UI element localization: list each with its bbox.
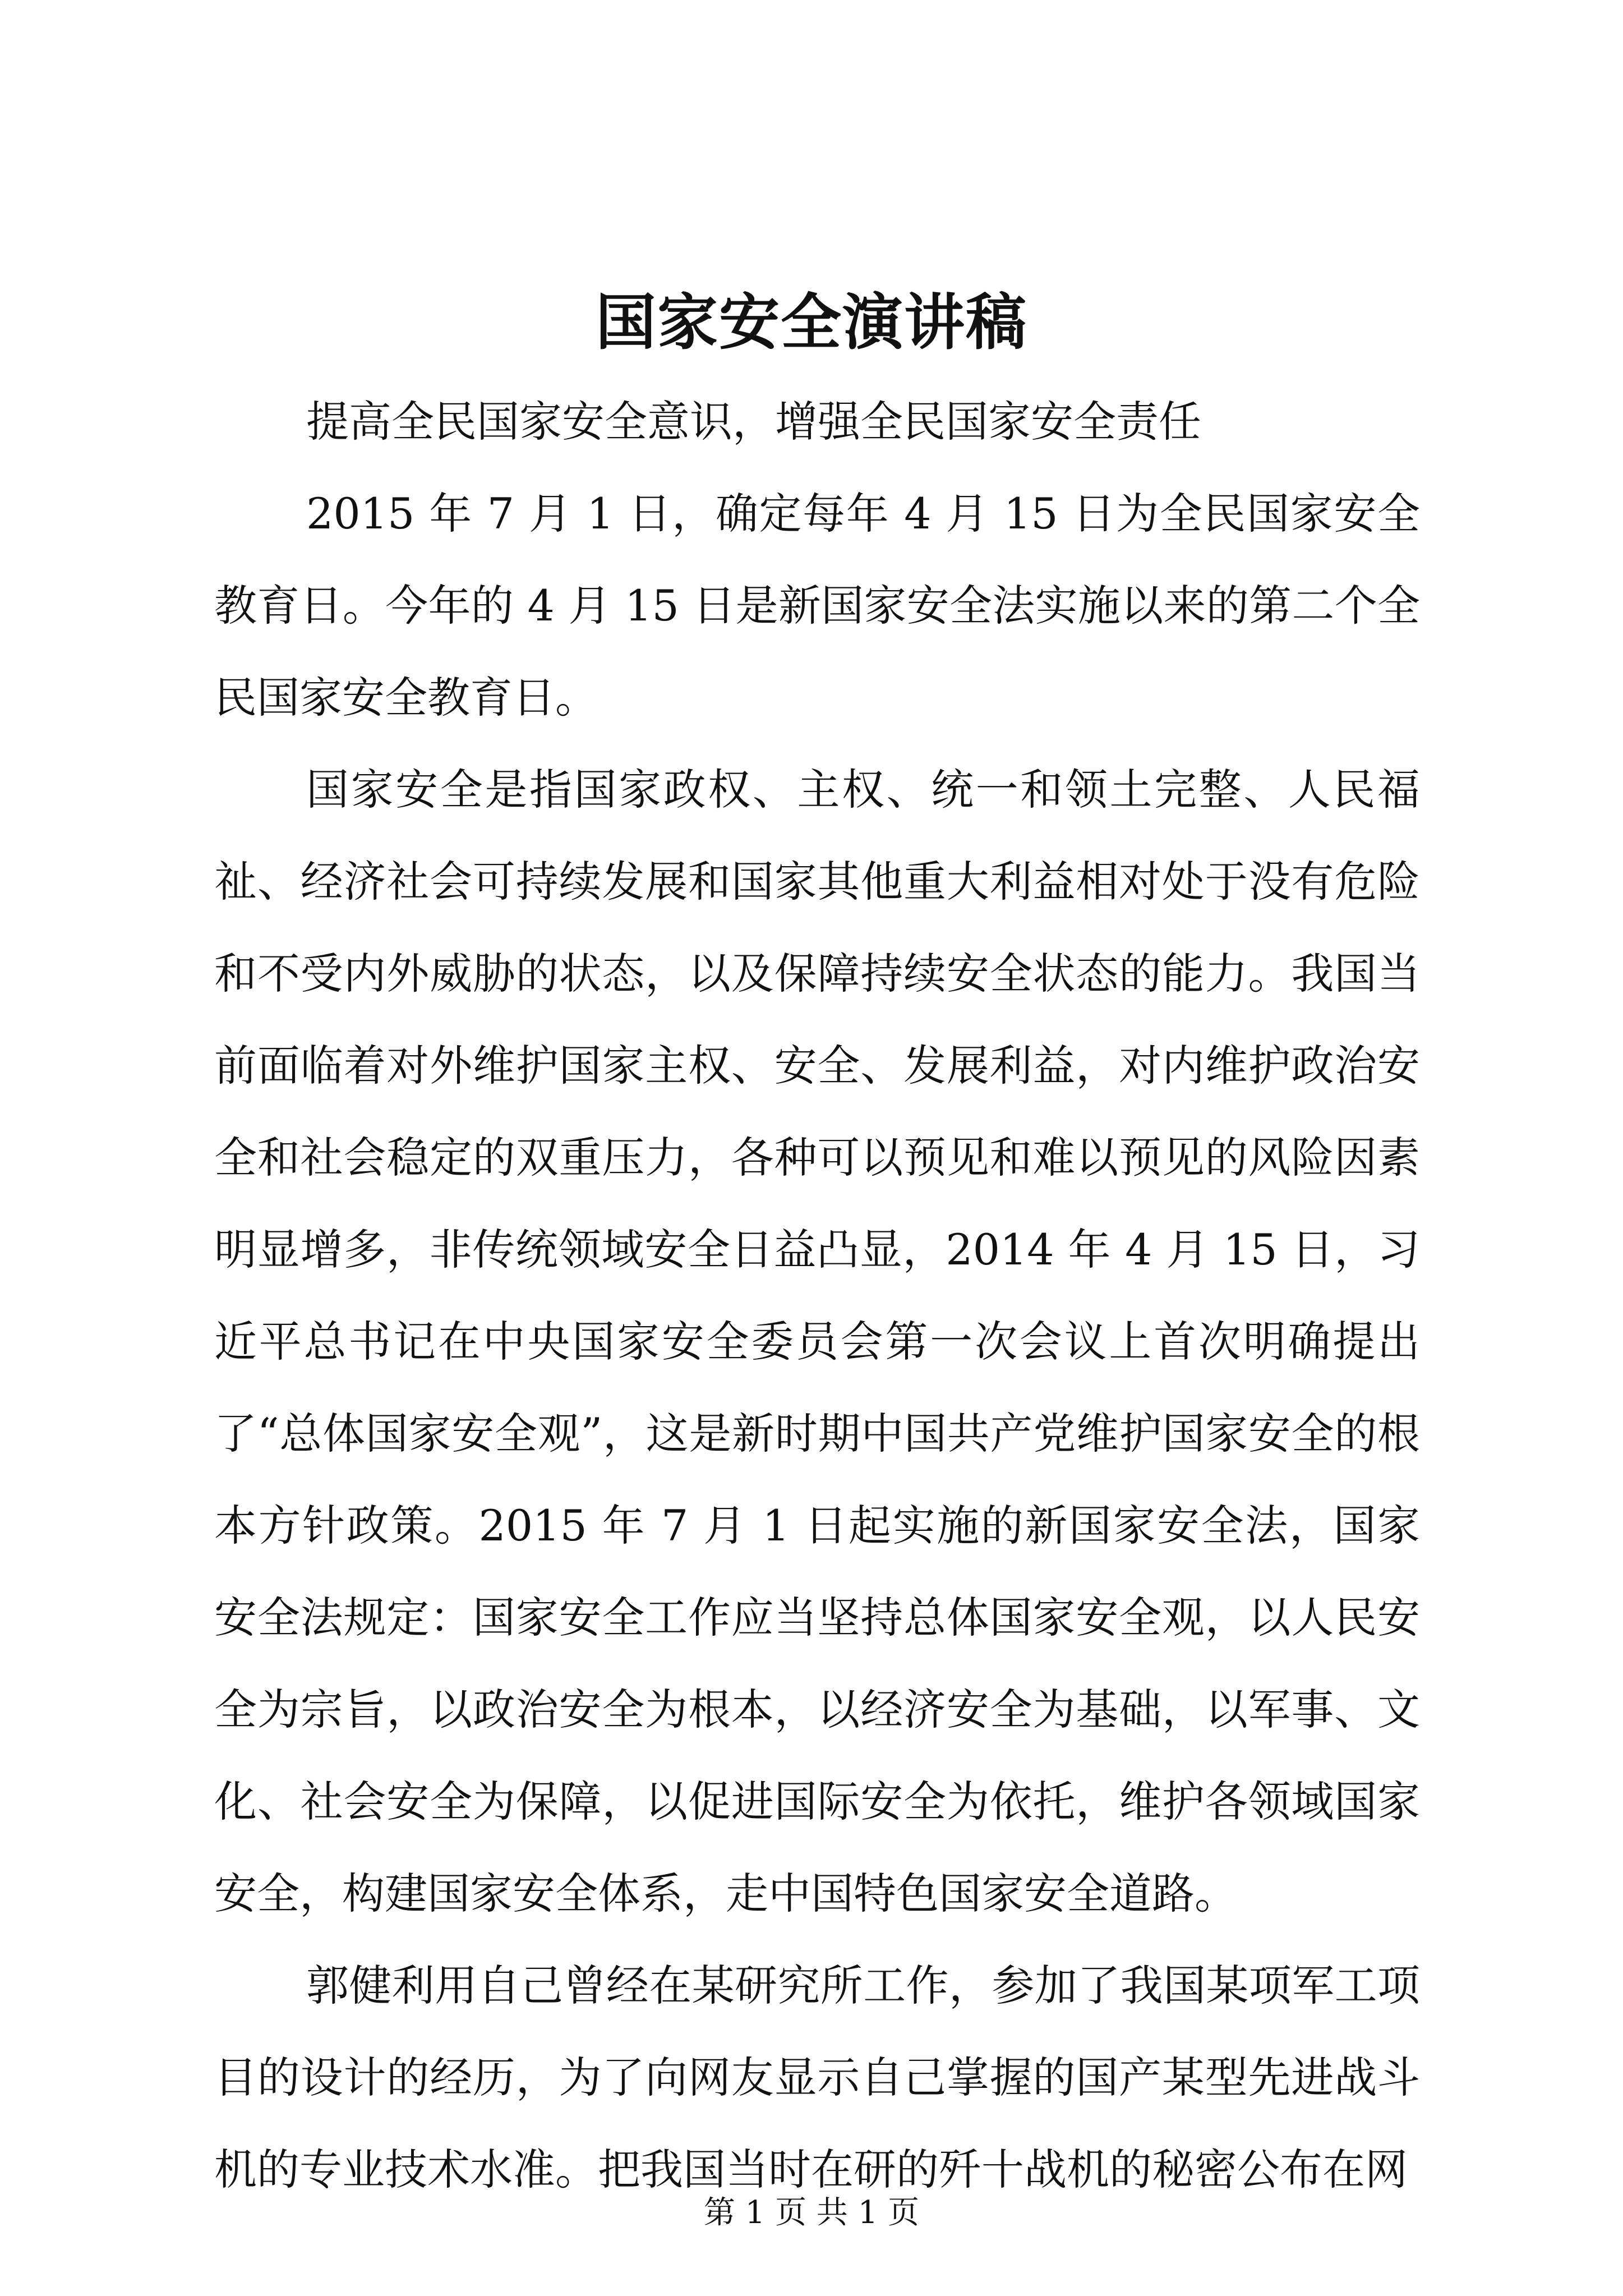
- document-title: 国家安全演讲稿: [595, 287, 1027, 358]
- paragraph-national-security-definition: 国家安全是指国家政权、主权、统一和领土完整、人民福祉、经济社会可持续发展和国家其他重大利益相对处于没有危险和不受内外威胁的状态，以及保障持续安全状态的能力。我国当前面临着对外维护国家主权、安全、发展利益，对内维护政治安全和社会稳定的双重压力，各种可以预见和难以预见的风险因素明显增多，非传统领域安全日益凸显，2014 年 4 月 15 日，习近平总书记在中央国家安全委员会第一次会议上首次明确提出了“总体国家安全观”，这是新时期中国共产党维护国家安全的根本方针政策。2015 年 7 月 1 日起实施的新国家安全法，国家安全法规定：国家安全工作应当坚持总体国家安全观，以人民安全为宗旨，以政治安全为根本，以经济安全为基础，以军事、文化、社会安全为保障，以促进国际安全为依托，维护各领域国家安全，构建国家安全体系，走中国特色国家安全道路。: [214, 765, 1420, 1918]
- paragraph-subtitle: 提高全民国家安全意识，增强全民国家安全责任: [306, 397, 1201, 447]
- document-body: [214, 376, 1420, 2216]
- paragraph-case-guojian: 郭健利用自己曾经在某研究所工作，参加了我国某项军工项目的设计的经历，为了向网友显示自己掌握的国产某型先进战斗机的专业技术水准。把我国当时在研的歼十战机的秘密公布在网: [214, 1961, 1420, 2194]
- paragraph-education-day: 2015 年 7 月 1 日，确定每年 4 月 15 日为全民国家安全教育日。今年的 4 月 15 日是新国家安全法实施以来的第二个全民国家安全教育日。: [214, 489, 1420, 723]
- page-number-footer: 第 1 页 共 1 页: [703, 2194, 920, 2231]
